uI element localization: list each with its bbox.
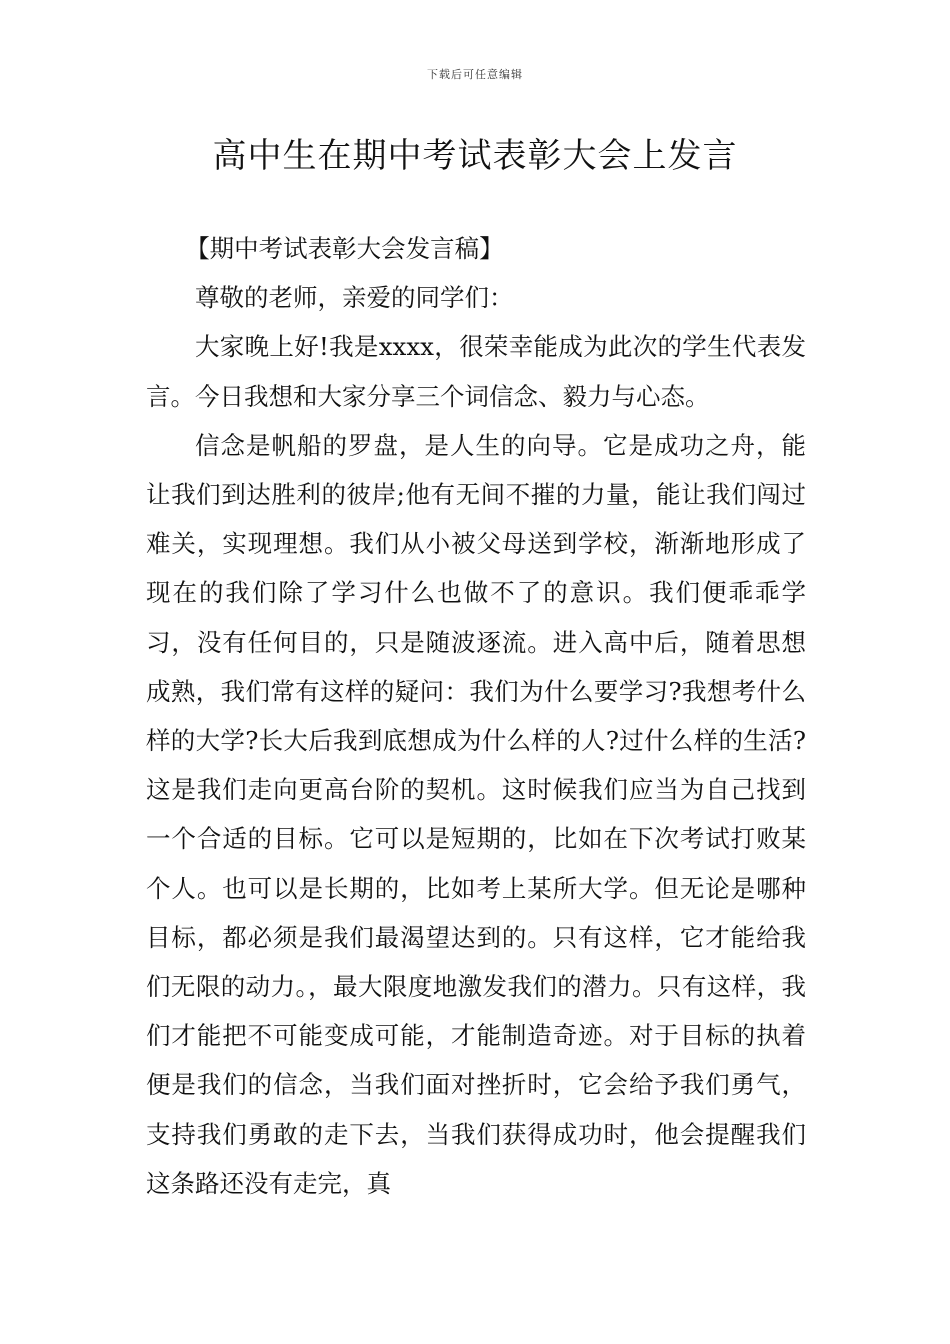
- section-heading: 【期中考试表彰大会发言稿】: [185, 234, 504, 263]
- document-body: [146, 224, 806, 1208]
- header-note: 下载后可任意编辑: [427, 68, 523, 81]
- salutation-paragraph: 尊敬的老师，亲爱的同学们：: [195, 283, 514, 313]
- intro-paragraph: 大家晚上好!我是xxxx，很荣幸能成为此次的学生代表发言。今日我想和大家分享三个词信念、毅力与心态。: [146, 332, 806, 411]
- document-title: 高中生在期中考试表彰大会上发言: [212, 136, 738, 176]
- belief-paragraph: 信念是帆船的罗盘，是人生的向导。它是成功之舟，能让我们到达胜利的彼岸;他有无间不摧的力量，能让我们闯过难关，实现理想。我们从小被父母送到学校，渐渐地形成了现在的我们除了学习什么也做不了的意识。我们便乖乖学习，没有任何目的，只是随波逐流。进入高中后，随着思想成熟，我们常有这样的疑问：我们为什么要学习?我想考什么样的大学?长大后我到底想成为什么样的人?过什么样的生活?这是我们走向更高台阶的契机。这时候我们应当为自己找到一个合适的目标。它可以是短期的，比如在下次考试打败某个人。也可以是长期的，比如考上某所大学。但无论是哪种目标，都必须是我们最渴望达到的。只有这样，它才能给我们无限的动力。，最大限度地激发我们的潜力。只有这样，我们才能把不可能变成可能，才能制造奇迹。对于目标的执着便是我们的信念，当我们面对挫折时，它会给予我们勇气，支持我们勇敢的走下去，当我们获得成功时，他会提醒我们这条路还没有走完，真: [146, 430, 806, 1198]
